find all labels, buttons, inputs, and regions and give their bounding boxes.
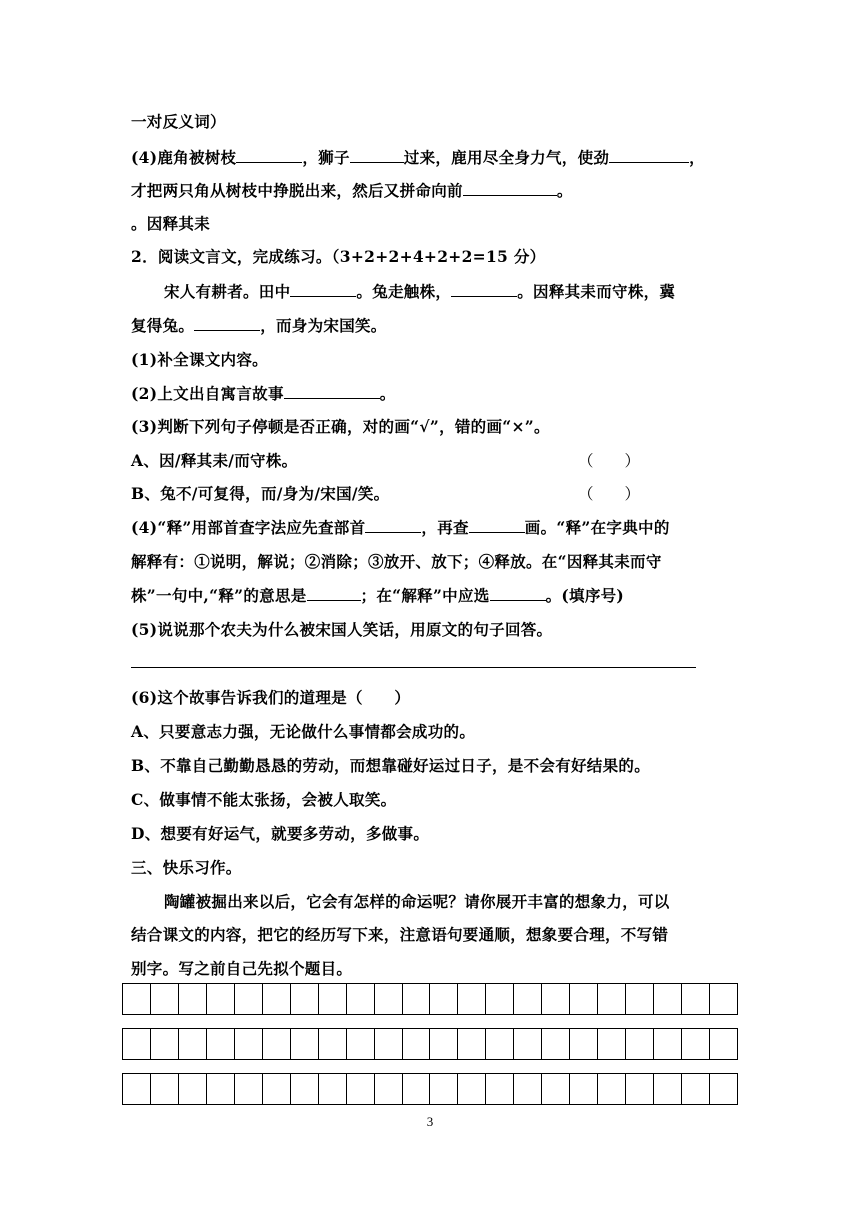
writing-grid-cell[interactable] <box>598 1074 626 1104</box>
writing-grid-cell[interactable] <box>626 984 654 1014</box>
writing-grid-cell[interactable] <box>375 984 403 1014</box>
question-6-option-d: D、想要有好运气，就要多劳动，多做事。 <box>131 824 430 843</box>
writing-grid-cell[interactable] <box>319 1074 347 1104</box>
writing-grid-cell[interactable] <box>430 984 458 1014</box>
writing-grid-cell[interactable] <box>682 1074 710 1104</box>
writing-grid-cell[interactable] <box>486 984 514 1014</box>
writing-grid-cell[interactable] <box>291 984 319 1014</box>
writing-grid-cell[interactable] <box>710 984 737 1014</box>
writing-grid-cell[interactable] <box>458 1074 486 1104</box>
writing-grid-cell[interactable] <box>542 984 570 1014</box>
writing-grid-cell[interactable] <box>682 984 710 1014</box>
section-3-heading: 三、快乐习作。 <box>131 858 242 877</box>
writing-grid-cell[interactable] <box>347 1074 375 1104</box>
writing-grid-cell[interactable] <box>263 1074 291 1104</box>
writing-grid-cell[interactable] <box>319 1029 347 1059</box>
writing-grid-row[interactable] <box>122 983 738 1015</box>
writing-grid-cell[interactable] <box>626 1074 654 1104</box>
writing-grid-cell[interactable] <box>710 1074 737 1104</box>
writing-grid-row[interactable] <box>122 1073 738 1105</box>
writing-grid-cell[interactable] <box>626 1029 654 1059</box>
writing-grid-cell[interactable] <box>375 1074 403 1104</box>
writing-grid-cell[interactable] <box>682 1029 710 1059</box>
writing-grid-cell[interactable] <box>598 984 626 1014</box>
writing-grid-cell[interactable] <box>430 1029 458 1059</box>
question-6: (6)这个故事告诉我们的道理是（ ） <box>131 688 411 707</box>
answer-blank[interactable] <box>194 316 260 331</box>
writing-grid-cell[interactable] <box>403 1029 431 1059</box>
writing-prompt-line-1: 陶罐被掘出来以后，它会有怎样的命运呢？请你展开丰富的想象力，可以 <box>164 892 670 911</box>
writing-grid-cell[interactable] <box>514 1029 542 1059</box>
writing-grid-cell[interactable] <box>207 1074 235 1104</box>
writing-prompt-line-3: 别字。写之前自己先拟个题目。 <box>131 959 353 978</box>
writing-grid-cell[interactable] <box>263 1029 291 1059</box>
answer-parentheses[interactable]: （ ） <box>578 485 641 503</box>
writing-grid-cell[interactable] <box>542 1074 570 1104</box>
question-6-option-c: C、做事情不能太张扬，会被人取笑。 <box>131 790 397 809</box>
writing-grid-cell[interactable] <box>347 984 375 1014</box>
section-2-heading: 2．阅读文言文，完成练习。（3+2+2+4+2+2=15 分） <box>131 247 546 266</box>
writing-grid-cell[interactable] <box>179 1029 207 1059</box>
writing-grid-cell[interactable] <box>179 1074 207 1104</box>
writing-grid-cell[interactable] <box>710 1029 737 1059</box>
writing-grid-cell[interactable] <box>458 984 486 1014</box>
question-4-deer-cont: 才把两只角从树枝中挣脱出来，然后又拼命向前 。 <box>131 181 573 200</box>
writing-grid-cell[interactable] <box>123 984 151 1014</box>
writing-grid-cell[interactable] <box>375 1029 403 1059</box>
page-number: 3 <box>426 1114 434 1129</box>
writing-grid-cell[interactable] <box>207 984 235 1014</box>
answer-blank[interactable] <box>451 282 517 297</box>
question-6-option-b: B、不靠自己勤勤恳恳的劳动，而想靠碰好运过日子，是不会有好结果的。 <box>131 756 651 775</box>
answer-blank[interactable] <box>307 586 361 601</box>
writing-grid-cell[interactable] <box>151 1029 179 1059</box>
writing-grid-cell[interactable] <box>542 1029 570 1059</box>
writing-grid-cell[interactable] <box>347 1029 375 1059</box>
answer-parentheses[interactable]: （ ） <box>578 452 641 470</box>
writing-grid-cell[interactable] <box>430 1074 458 1104</box>
writing-grid-cell[interactable] <box>486 1029 514 1059</box>
answer-blank[interactable] <box>350 148 404 163</box>
question-1: (1)补全课文内容。 <box>131 350 268 369</box>
answer-blank[interactable] <box>463 181 557 196</box>
writing-grid-row[interactable] <box>122 1028 738 1060</box>
question-4-deer: (4)鹿角被树枝 ，狮子 过来，鹿用尽全身力气，使劲 ， <box>131 148 705 167</box>
writing-grid-cell[interactable] <box>654 1074 682 1104</box>
writing-grid-cell[interactable] <box>514 1074 542 1104</box>
writing-grid-cell[interactable] <box>319 984 347 1014</box>
classical-text-line-1: 宋人有耕者。田中 。兔走触株， 。因释其耒而守株，冀 <box>164 282 676 301</box>
writing-grid-cell[interactable] <box>123 1074 151 1104</box>
writing-grid-cell[interactable] <box>403 984 431 1014</box>
writing-grid-cell[interactable] <box>151 984 179 1014</box>
writing-grid-cell[interactable] <box>263 984 291 1014</box>
question-3-option-a: A、因/释其耒/而守株。 <box>131 451 298 470</box>
answer-blank[interactable] <box>284 384 380 399</box>
question-3: (3)判断下列句子停顿是否正确，对的画“√”，错的画“×”。 <box>131 417 550 436</box>
writing-grid-cell[interactable] <box>403 1074 431 1104</box>
answer-blank[interactable] <box>365 518 421 533</box>
classical-text-line-2: 复得兔。 ，而身为宋国笑。 <box>131 316 387 335</box>
writing-grid-cell[interactable] <box>570 984 598 1014</box>
question-4-fill: 株”一句中,“释”的意思是 ；在“解释”中应选 。(填序号) <box>131 586 625 605</box>
writing-grid-cell[interactable] <box>458 1029 486 1059</box>
writing-grid-cell[interactable] <box>514 984 542 1014</box>
question-3-option-b: B、兔不/可复得，而/身为/宋国/笑。 <box>131 484 390 503</box>
answer-blank[interactable] <box>490 586 546 601</box>
writing-grid-cell[interactable] <box>235 1074 263 1104</box>
writing-prompt-line-2: 结合课文的内容，把它的经历写下来，注意语句要通顺，想象要合理，不写错 <box>131 925 669 944</box>
question-5: (5)说说那个农夫为什么被宋国人笑话，用原文的句子回答。 <box>131 620 553 639</box>
stray-line: 。因释其耒 <box>131 214 211 233</box>
writing-grid-cell[interactable] <box>235 1029 263 1059</box>
writing-grid-cell[interactable] <box>291 1074 319 1104</box>
writing-grid-cell[interactable] <box>179 984 207 1014</box>
writing-grid-cell[interactable] <box>486 1074 514 1104</box>
writing-grid-cell[interactable] <box>123 1029 151 1059</box>
question-2: (2)上文出自寓言故事 。 <box>131 384 396 403</box>
answer-blank[interactable] <box>609 148 689 163</box>
writing-grid-cell[interactable] <box>654 1029 682 1059</box>
writing-grid-cell[interactable] <box>598 1029 626 1059</box>
writing-grid-cell[interactable] <box>235 984 263 1014</box>
question-4-radical: (4)“释”用部首查字法应先查部首 ，再查 画。“释”在字典中的 <box>131 518 670 537</box>
question-6-option-a: A、只要意志力强，无论做什么事情都会成功的。 <box>131 722 476 741</box>
answer-blank[interactable] <box>290 282 356 297</box>
answer-blank[interactable] <box>469 518 525 533</box>
writing-grid-cell[interactable] <box>570 1029 598 1059</box>
writing-grid-cell[interactable] <box>291 1029 319 1059</box>
writing-grid-cell[interactable] <box>207 1029 235 1059</box>
writing-grid-cell[interactable] <box>654 984 682 1014</box>
answer-blank[interactable] <box>236 148 302 163</box>
question-4-definitions: 解释有：①说明，解说；②消除；③放开、放下；④释放。在“因释其耒而守 <box>131 552 662 571</box>
answer-line[interactable] <box>131 667 696 668</box>
line-antonym-tail: 一对反义词） <box>131 112 226 131</box>
writing-grid-cell[interactable] <box>151 1074 179 1104</box>
writing-grid-cell[interactable] <box>570 1074 598 1104</box>
